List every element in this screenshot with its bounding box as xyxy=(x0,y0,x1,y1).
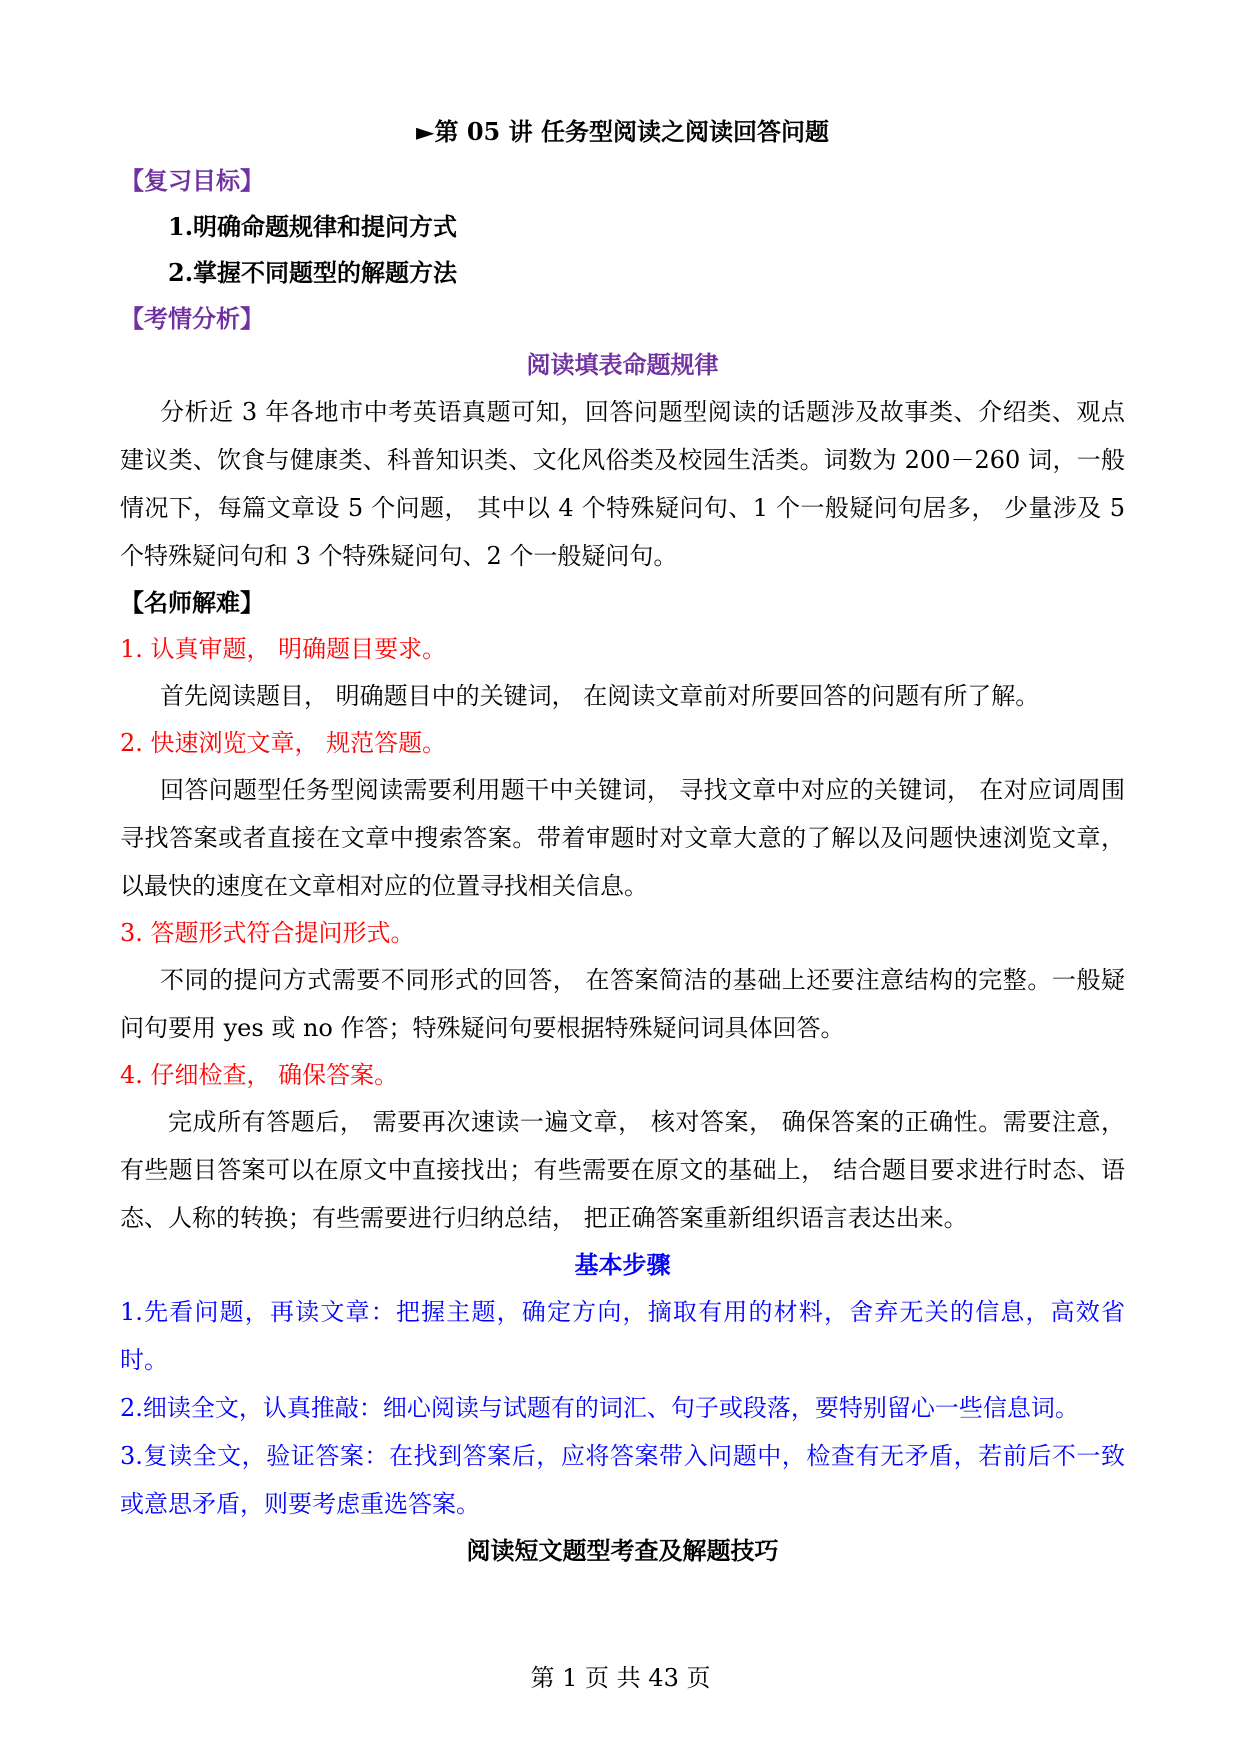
page-footer: 第 1 页 共 43 页 xyxy=(530,1664,711,1692)
tip-body: 不同的提问方式需要不同形式的回答， 在答案简洁的基础上还要注意结构的完整。一般疑问句要用 yes 或 no 作答；特殊疑问句要根据特殊疑问词具体回答。 xyxy=(120,966,1125,1042)
lesson-title: ►第 05 讲 任务型阅读之阅读回答问题 xyxy=(416,117,829,146)
document-page xyxy=(120,112,1125,1574)
step-item: 1.先看问题，再读文章：把握主题，确定方向，摘取有用的材料，舍弃无关的信息，高效省时。 xyxy=(120,1298,1125,1374)
tip-heading: 4. 仔细检查， 确保答案。 xyxy=(120,1061,399,1089)
tip-heading: 3. 答题形式符合提问形式。 xyxy=(120,919,415,947)
analysis-subheading: 阅读填表命题规律 xyxy=(526,350,719,379)
analysis-paragraph: 分析近 3 年各地市中考英语真题可知，回答问题型阅读的话题涉及故事类、介绍类、观点建议类、饮食与健康类、科普知识类、文化风俗类及校园生活类。词数为 200－260 词，一般情况下，每篇文章设 5 个问题， 其中以 4 个特殊疑问句、1 个一般疑问句居多， 少量涉及 5 个特殊疑问句和 3 个特殊疑问句、2 个一般疑问句。 xyxy=(120,398,1125,570)
teacher-heading: 【名师解难】 xyxy=(120,588,264,617)
tip-body: 首先阅读题目， 明确题目中的关键词， 在阅读文章前对所要回答的问题有所了解。 xyxy=(160,682,1040,710)
review-goals-heading: 【复习目标】 xyxy=(120,166,264,195)
review-goal-item: 1.明确命题规律和提问方式 xyxy=(168,212,458,241)
tip-body: 完成所有答题后， 需要再次速读一遍文章， 核对答案， 确保答案的正确性。需要注意， 有些题目答案可以在原文中直接找出；有些需要在原文的基础上， 结合题目要求进行时态、语态、人称的转换；有些需要进行归纳总结， 把正确答案重新组织语言表达出来。 xyxy=(120,1108,1125,1232)
basic-steps-heading: 基本步骤 xyxy=(574,1250,671,1279)
analysis-heading: 【考情分析】 xyxy=(120,304,264,333)
review-goal-item: 2.掌握不同题型的解题方法 xyxy=(168,258,458,287)
step-item: 3.复读全文，验证答案：在找到答案后，应将答案带入问题中，检查有无矛盾，若前后不一致或意思矛盾，则要考虑重选答案。 xyxy=(120,1442,1125,1518)
next-section-heading: 阅读短文题型考查及解题技巧 xyxy=(466,1536,779,1565)
tip-heading: 2. 快速浏览文章， 规范答题。 xyxy=(120,729,447,757)
tip-heading: 1. 认真审题， 明确题目要求。 xyxy=(120,635,447,663)
step-item: 2.细读全文，认真推敲：细心阅读与试题有的词汇、句子或段落，要特别留心一些信息词。 xyxy=(120,1394,1079,1422)
tip-body: 回答问题型任务型阅读需要利用题干中关键词， 寻找文章中对应的关键词， 在对应词周围寻找答案或者直接在文章中搜索答案。带着审题时对文章大意的了解以及问题快速浏览文章， 以最快的速度在文章相对应的位置寻找相关信息。 xyxy=(120,776,1125,900)
